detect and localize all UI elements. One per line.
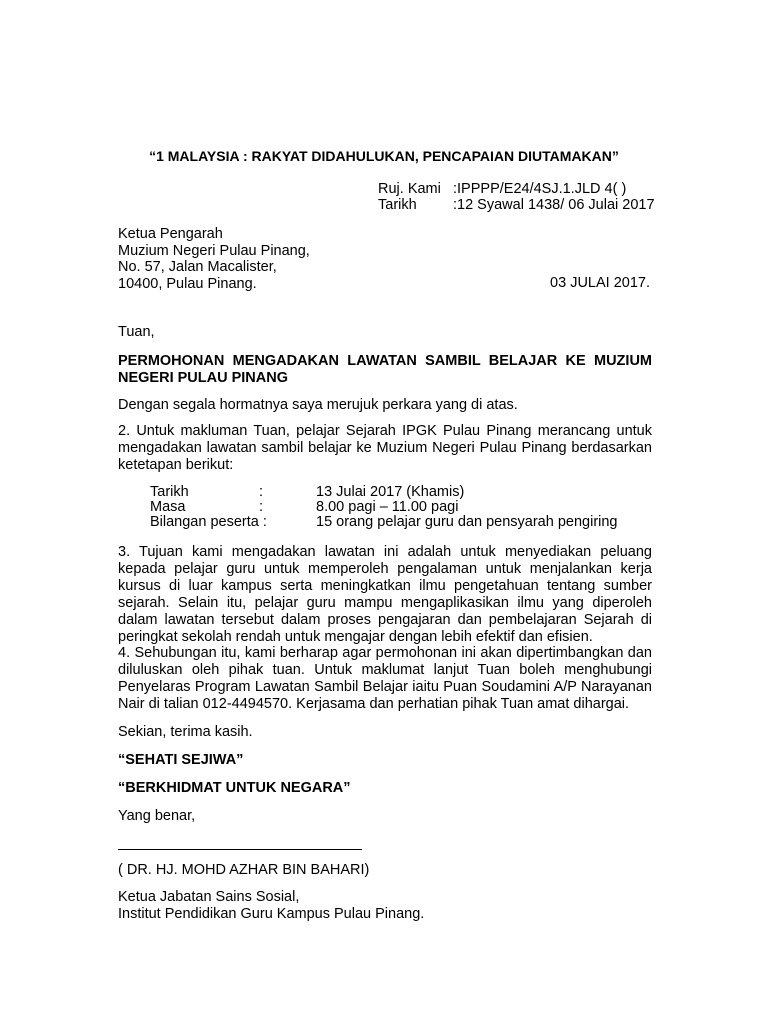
paragraph-3: 3. Tujuan kami mengadakan lawatan ini adalah untuk menyediakan peluang kepada pelajar guru untuk memperoleh pengalaman untuk menjalankan kerja kursus di luar kampus serta meningkatkan ilmu pengetahuan tentang sumber sejarah. Selain itu, pelajar guru mampu mengaplikasikan ilmu yang diperoleh dalam lawatan tersebut dalam proses pengajaran dan pembelajaran Sejarah di peringkat sekolah rendah untuk mengajar dengan lebih efektif dan efisien.: [118, 544, 652, 645]
reference-number: [378, 181, 626, 198]
paragraph-2: 2. Untuk makluman Tuan, pelajar Sejarah IPGK Pulau Pinang merancang untuk mengadakan lawatan sambil belajar ke Muzium Negeri Pulau Pinang berdasarkan ketetapan berikut:: [118, 423, 652, 473]
letter-date: 03 JULAI 2017.: [550, 275, 650, 291]
address-line: Ketua Pengarah: [118, 226, 223, 242]
detail-label: Masa: [150, 499, 186, 515]
subject: [118, 353, 652, 387]
closing-remark: Sekian, terima kasih.: [118, 724, 253, 740]
reference-date: [378, 197, 655, 214]
detail-label: Bilangan peserta :: [150, 514, 267, 530]
detail-label: Tarikh: [150, 484, 189, 500]
detail-separator: :: [259, 499, 264, 515]
motto-sehati-sejiwa: “SEHATI SEJIWA”: [118, 752, 244, 768]
ref-value: :IPPPP/E24/4SJ.1.JLD 4( ): [453, 181, 627, 197]
signatory-title: Ketua Jabatan Sains Sosial,: [118, 889, 300, 905]
signatory-name: ( DR. HJ. MOHD AZHAR BIN BAHARI): [118, 862, 370, 878]
signatory-institution: Institut Pendidikan Guru Kampus Pulau Pinang.: [118, 906, 425, 922]
address-line: No. 57, Jalan Macalister,: [118, 259, 277, 275]
yang-benar: Yang benar,: [118, 808, 196, 824]
address-line: Muzium Negeri Pulau Pinang,: [118, 242, 310, 259]
paragraph-1: Dengan segala hormatnya saya merujuk perkara yang di atas.: [118, 397, 518, 413]
signature-line: [118, 849, 362, 850]
address-line: 10400, Pulau Pinang.: [118, 275, 257, 292]
ref-date-label: Tarikh: [378, 197, 417, 213]
detail-value: 15 orang pelajar guru dan pensyarah pengiring: [316, 514, 618, 530]
detail-value: 8.00 pagi – 11.00 pagi: [316, 499, 459, 515]
detail-separator: :: [259, 484, 264, 500]
detail-value: 13 Julai 2017 (Khamis): [316, 484, 465, 500]
subject-line: NEGERI PULAU PINANG: [118, 370, 288, 386]
ref-date-value: :12 Syawal 1438/ 06 Julai 2017: [453, 197, 655, 213]
paragraph-4: 4. Sehubungan itu, kami berharap agar permohonan ini akan dipertimbangkan dan diluluskan oleh pihak tuan. Untuk maklumat lanjut Tuan boleh menghubungi Penyelaras Program Lawatan Sambil Belajar iaitu Puan Soudamini A/P Narayanan Nair di talian 012-4494570. Kerjasama dan perhatian pihak Tuan amat dihargai.: [118, 645, 652, 712]
subject-line: PERMOHONAN MENGADAKAN LAWATAN SAMBIL BELAJAR KE MUZIUM: [118, 353, 652, 369]
ref-label: Ruj. Kami: [378, 181, 441, 197]
letter-slogan: “1 MALAYSIA : RAKYAT DIDAHULUKAN, PENCAPAIAN DIUTAMAKAN”: [149, 148, 619, 164]
recipient-address: [118, 226, 310, 292]
motto-berkhidmat: “BERKHIDMAT UNTUK NEGARA”: [118, 780, 351, 796]
salutation: Tuan,: [118, 324, 155, 340]
